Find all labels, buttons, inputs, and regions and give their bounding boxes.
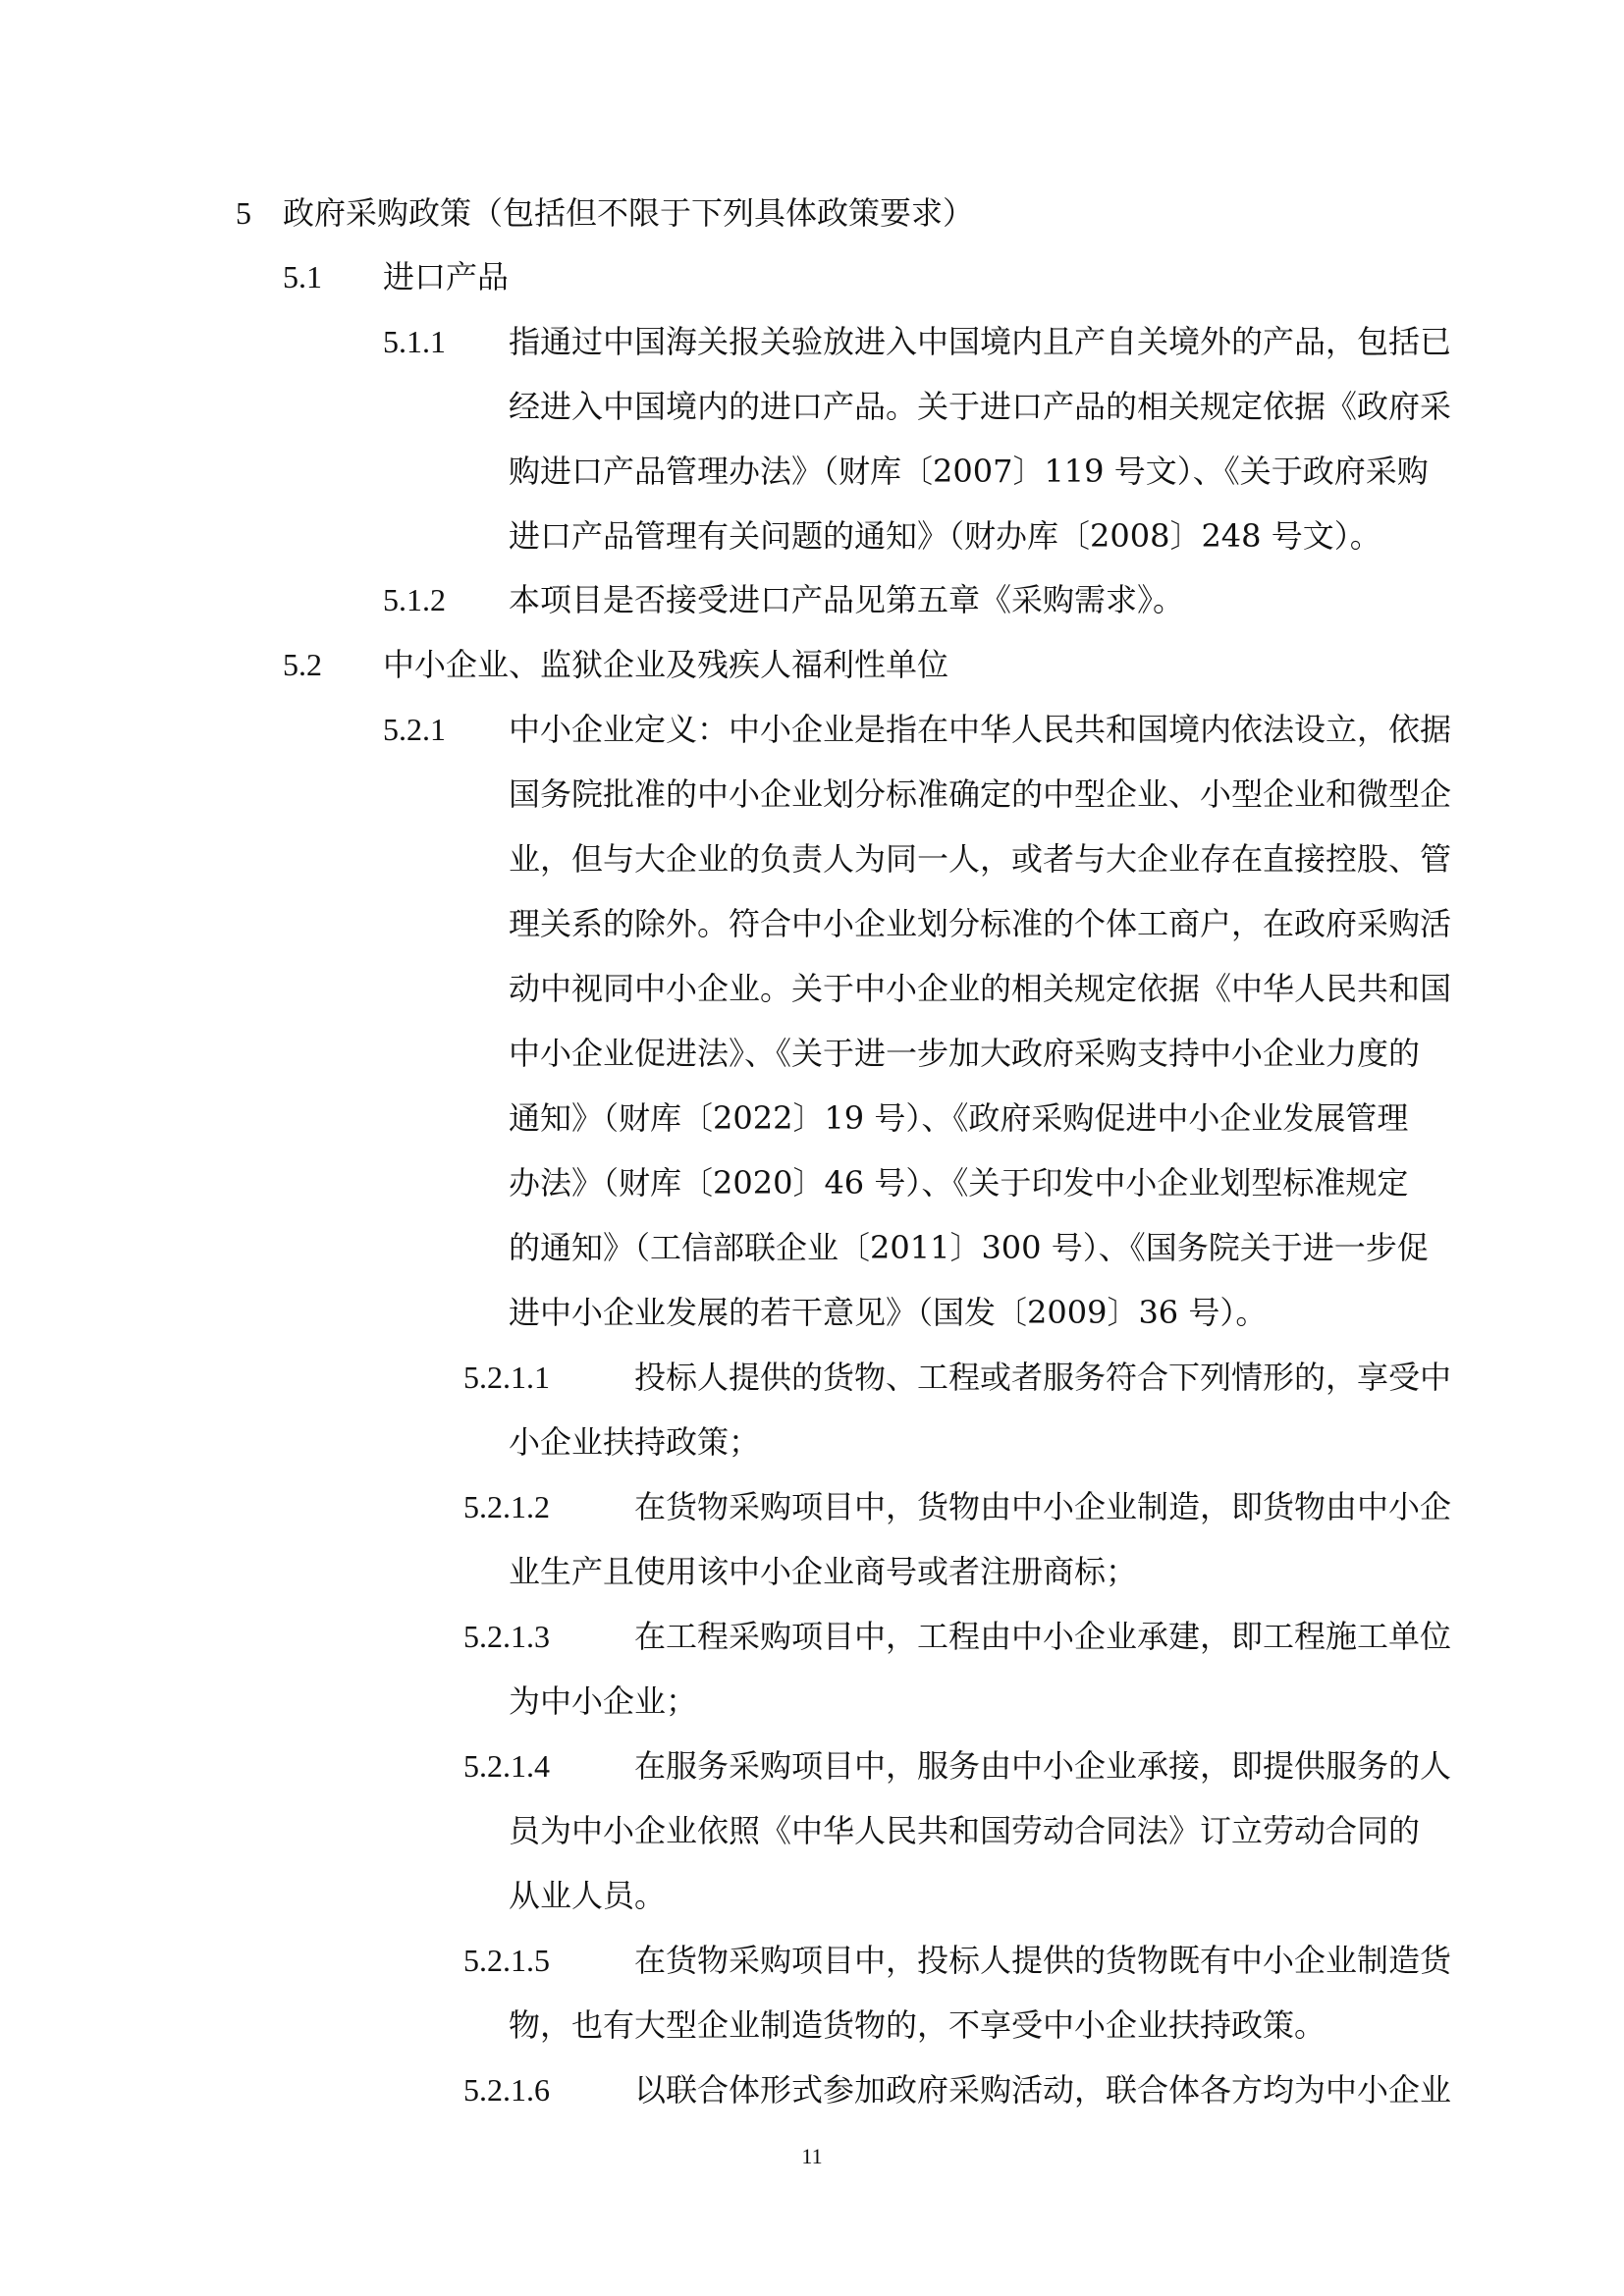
clause-line: 在货物采购项目中，投标人提供的货物既有中小企业制造货 [634,1942,1452,1979]
sub-clause-number: 5.2.1.5 [463,1943,550,1978]
clause-line: 在工程采购项目中，工程由中小企业承建，即工程施工单位 [634,1618,1452,1655]
clause-line: 投标人提供的货物、工程或者服务符合下列情形的，享受中 [634,1359,1452,1396]
clause-line: 以联合体形式参加政府采购活动，联合体各方均为中小企业 [634,2071,1452,2109]
subsection-number: 5.2 [283,647,322,682]
clause-line: 为中小企业； [509,1682,698,1720]
clause-line: 物，也有大型企业制造货物的，不享受中小企业扶持政策。 [509,2006,1326,2044]
clause-line: 国务院批准的中小企业划分标准确定的中型企业、小型企业和微型企 [509,775,1452,813]
subsection-title: 进口产品 [383,258,510,295]
section-title: 政府采购政策（包括但不限于下列具体政策要求） [283,194,975,232]
clause-line: 办法》（财库〔2020〕46 号）、《关于印发中小企业划型标准规定 [509,1164,1409,1201]
sub-clause-number: 5.2.1.1 [463,1360,550,1395]
clause-line: 进口产品管理有关问题的通知》（财办库〔2008〕248 号文）。 [509,517,1381,555]
section-number: 5 [236,195,251,231]
clause-line: 在货物采购项目中，货物由中小企业制造，即货物由中小企 [634,1488,1452,1525]
clause-line: 中小企业促进法》、《关于进一步加大政府采购支持中小企业力度的 [509,1035,1421,1072]
clause-line: 业，但与大企业的负责人为同一人，或者与大企业存在直接控股、管 [509,840,1452,878]
clause-line: 员为中小企业依照《中华人民共和国劳动合同法》订立劳动合同的 [509,1812,1421,1849]
clause-line: 经进入中国境内的进口产品。关于进口产品的相关规定依据《政府采 [509,388,1452,425]
page-number: 11 [801,2144,823,2168]
clause-line: 在服务采购项目中，服务由中小企业承接，即提供服务的人 [634,1747,1452,1785]
clause-line: 业生产且使用该中小企业商号或者注册商标； [509,1553,1138,1590]
sub-clause-number: 5.2.1.4 [463,1748,550,1784]
clause-line: 进中小企业发展的若干意见》（国发〔2009〕36 号）。 [509,1294,1268,1331]
sub-clause-number: 5.2.1.6 [463,2072,550,2108]
clause-line: 从业人员。 [509,1877,667,1914]
sub-clause-number: 5.2.1.2 [463,1489,550,1524]
clause-line: 本项目是否接受进口产品见第五章《采购需求》。 [509,581,1185,618]
clause-number: 5.2.1 [383,712,446,747]
clause-line: 购进口产品管理办法》（财库〔2007〕119 号文）、《关于政府采购 [509,453,1429,490]
clause-line: 动中视同中小企业。关于中小企业的相关规定依据《中华人民共和国 [509,970,1452,1007]
clause-line: 通知》（财库〔2022〕19 号）、《政府采购促进中小企业发展管理 [509,1099,1409,1137]
sub-clause-number: 5.2.1.3 [463,1619,550,1654]
clause-line: 理关系的除外。符合中小企业划分标准的个体工商户，在政府采购活 [509,905,1452,942]
clause-line: 指通过中国海关报关验放进入中国境内且产自关境外的产品，包括已 [509,323,1452,360]
subsection-number: 5.1 [283,259,322,294]
clause-line: 中小企业定义：中小企业是指在中华人民共和国境内依法设立，依据 [509,711,1452,748]
clause-number: 5.1.2 [383,582,446,617]
subsection-title: 中小企业、监狱企业及残疾人福利性单位 [383,646,949,683]
clause-line: 小企业扶持政策； [509,1423,761,1461]
clause-line: 的通知》（工信部联企业〔2011〕300 号）、《国务院关于进一步促 [509,1229,1429,1266]
clause-number: 5.1.1 [383,324,446,359]
